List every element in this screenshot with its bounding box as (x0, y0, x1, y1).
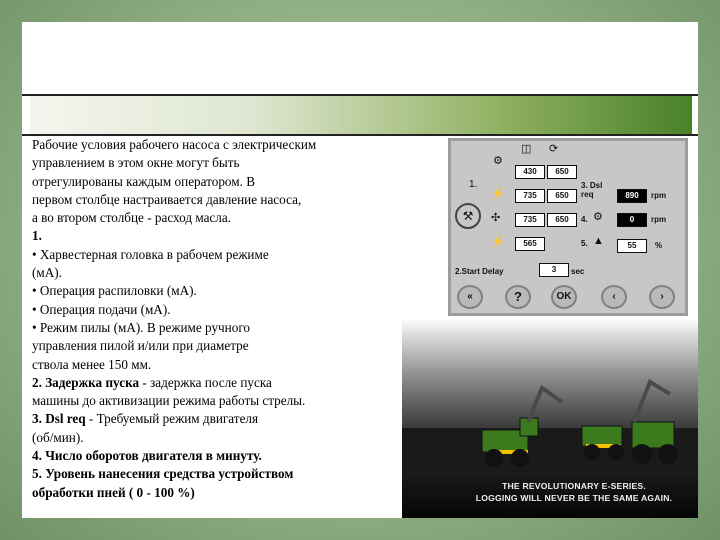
item-2-desc: - задержка после пуска (139, 374, 272, 390)
slogan (464, 480, 684, 504)
bullet-item-cont: (мА). (32, 265, 62, 281)
harvester-head-icon: ⚙ (493, 155, 503, 167)
band-right-marker (692, 96, 698, 134)
row1-pressure[interactable]: 430 (515, 165, 545, 179)
dsl-req-label: 3. Dsl req (581, 181, 603, 199)
bullet-item: • Режим пилы (мА). В режиме ручного (32, 319, 251, 335)
item-5-cont: обработки пней ( 0 - 100 %) (32, 484, 195, 500)
forest-machines-image (402, 318, 698, 478)
saw-mode-icon: ⚡ (491, 236, 505, 248)
dsl-req-value[interactable]: 890 (617, 189, 647, 203)
bullet-item-cont: ствола менее 150 мм. (32, 356, 152, 372)
control-panel-screen (448, 138, 688, 316)
stump-level-value[interactable]: 55 (617, 239, 647, 253)
start-delay-value[interactable]: 3 (539, 263, 569, 277)
item-2 (32, 374, 442, 392)
text-line: первом столбце настраивается давление насоса, (32, 191, 302, 207)
item-3-title: 3. Dsl req (32, 411, 86, 427)
green-header-band (22, 94, 698, 136)
text-line: управлением в этом окне могут быть (32, 155, 240, 171)
start-delay-label: 2.Start Delay (455, 267, 504, 276)
pressure-icon: ◫ (521, 143, 532, 155)
engine-rpm-label: 4. (581, 215, 588, 224)
section-number: 1. (32, 228, 42, 244)
prev-button[interactable]: ‹ (601, 285, 627, 309)
row3-flow[interactable]: 650 (547, 213, 577, 227)
row-label-1: 1. (469, 179, 478, 190)
slogan-line: THE REVOLUTIONARY E-SERIES. (502, 481, 646, 491)
item-4: 4. Число оборотов двигателя в минуту. (32, 448, 262, 464)
engine-icon: ⚙ (593, 211, 603, 223)
back-double-button[interactable]: « (457, 285, 483, 309)
machines-photo (402, 318, 698, 518)
rpm-unit: rpm (651, 215, 667, 224)
slogan-line: LOGGING WILL NEVER BE THE SAME AGAIN. (475, 493, 673, 503)
flow-icon: ⟳ (549, 143, 559, 155)
saw-icon: ⚡ (491, 188, 505, 200)
slide-title-area (22, 22, 698, 92)
bullet-item-cont: управления пилой и/или при диаметре (32, 338, 249, 354)
item-2-cont: машины до активизации режима работы стрелы. (32, 393, 306, 409)
band-left-marker (22, 96, 30, 134)
row1-flow[interactable]: 650 (547, 165, 577, 179)
row2-flow[interactable]: 650 (547, 189, 577, 203)
description-text (32, 136, 442, 516)
row4-pressure[interactable]: 565 (515, 237, 545, 251)
feed-icon: ✣ (491, 212, 501, 224)
item-2-title: 2. Задержка пуска (32, 374, 140, 390)
bullet-item: • Операция подачи (мА). (32, 301, 171, 317)
stump-level-label: 5. (581, 239, 588, 248)
ok-button[interactable]: OK (551, 285, 577, 309)
sec-unit: sec (571, 267, 585, 276)
help-button[interactable]: ? (505, 285, 531, 309)
percent-unit: % (655, 241, 663, 250)
item-3 (32, 410, 442, 428)
row2-pressure[interactable]: 735 (515, 189, 545, 203)
item-3-cont: (об/мин). (32, 429, 84, 445)
engine-rpm-value: 0 (617, 213, 647, 227)
item-3-desc: - Требуемый режим двигателя (85, 411, 259, 427)
bullet-item: • Харвестерная головка в рабочем режиме (32, 246, 269, 262)
text-line: отрегулированы каждым оператором. В (32, 173, 256, 189)
next-button[interactable]: › (649, 285, 675, 309)
row3-pressure[interactable]: 735 (515, 213, 545, 227)
rpm-unit: rpm (651, 191, 667, 200)
text-line: а во втором столбце - расход масла. (32, 210, 232, 226)
slide (22, 22, 698, 518)
stump-treatment-icon: ▲ (593, 235, 604, 247)
bullet-item: • Операция распиловки (мА). (32, 283, 197, 299)
wrench-icon[interactable]: ⚒ (455, 203, 481, 229)
item-5: 5. Уровень нанесения средства устройством (32, 466, 294, 482)
text-line: Рабочие условия рабочего насоса с электрическим (32, 137, 317, 152)
